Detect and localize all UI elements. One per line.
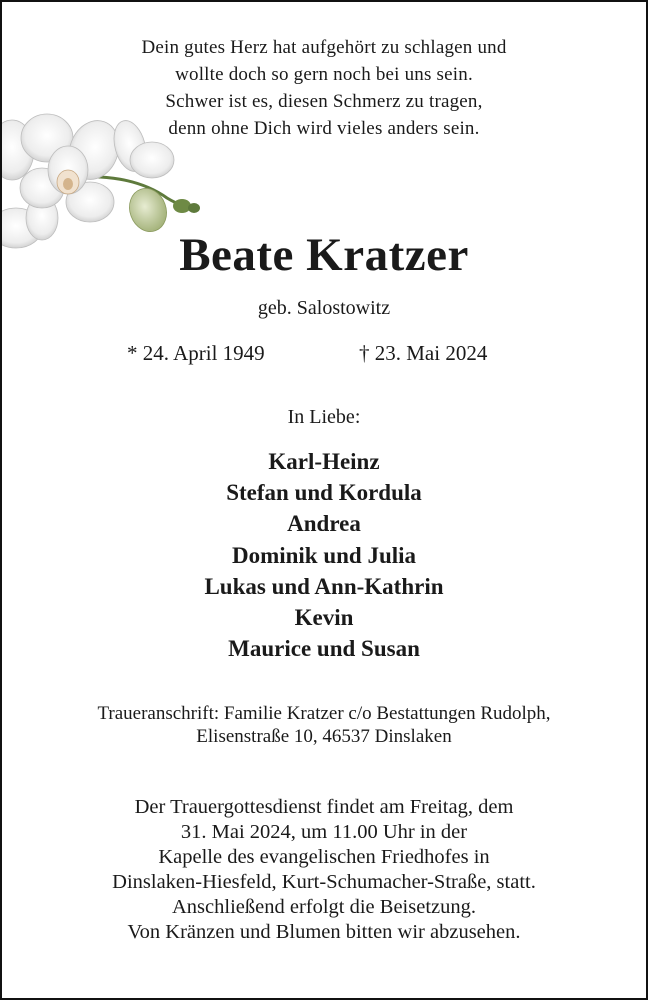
address-line: Traueranschrift: Familie Kratzer c/o Bestattungen Rudolph, bbox=[97, 703, 551, 724]
poem-line: Dein gutes Herz hat aufgehört zu schlagen und bbox=[141, 37, 507, 58]
deceased-name: Beate Kratzer bbox=[179, 229, 469, 281]
mourners-list bbox=[2, 446, 646, 664]
service-line: Anschließend erfolgt die Beisetzung. bbox=[172, 896, 476, 918]
address-line: Elisenstraße 10, 46537 Dinslaken bbox=[196, 726, 452, 747]
mourner-name: Stefan und Kordula bbox=[226, 480, 422, 506]
death-date: † 23. Mai 2024 bbox=[359, 341, 488, 365]
birth-name: geb. Salostowitz bbox=[257, 297, 391, 319]
service-line: Dinslaken-Hiesfeld, Kurt-Schumacher-Straße, statt. bbox=[112, 871, 536, 893]
mourner-name: Kevin bbox=[294, 605, 354, 631]
poem-line: denn ohne Dich wird vieles anders sein. bbox=[168, 118, 480, 139]
service-line: Kapelle des evangelischen Friedhofes in bbox=[158, 846, 490, 868]
poem-line: wollte doch so gern noch bei uns sein. bbox=[175, 64, 473, 85]
mourner-name: Karl-Heinz bbox=[268, 449, 380, 474]
mourning-address bbox=[2, 702, 646, 748]
poem-line: Schwer ist es, diesen Schmerz zu tragen, bbox=[165, 91, 483, 112]
birth-date: * 24. April 1949 bbox=[127, 341, 265, 365]
funeral-service-info bbox=[2, 795, 646, 945]
mourners-intro: In Liebe: bbox=[287, 406, 361, 428]
service-line: Der Trauergottesdienst findet am Freitag, dem bbox=[134, 796, 514, 818]
service-line: Von Kränzen und Blumen bitten wir abzusehen. bbox=[127, 921, 521, 943]
mourner-name: Dominik und Julia bbox=[231, 542, 417, 568]
mourner-name: Maurice und Susan bbox=[228, 636, 420, 662]
service-line: 31. Mai 2024, um 11.00 Uhr in der bbox=[180, 821, 468, 843]
mourner-name: Andrea bbox=[287, 511, 361, 537]
mourner-name: Lukas und Ann-Kathrin bbox=[204, 573, 444, 599]
